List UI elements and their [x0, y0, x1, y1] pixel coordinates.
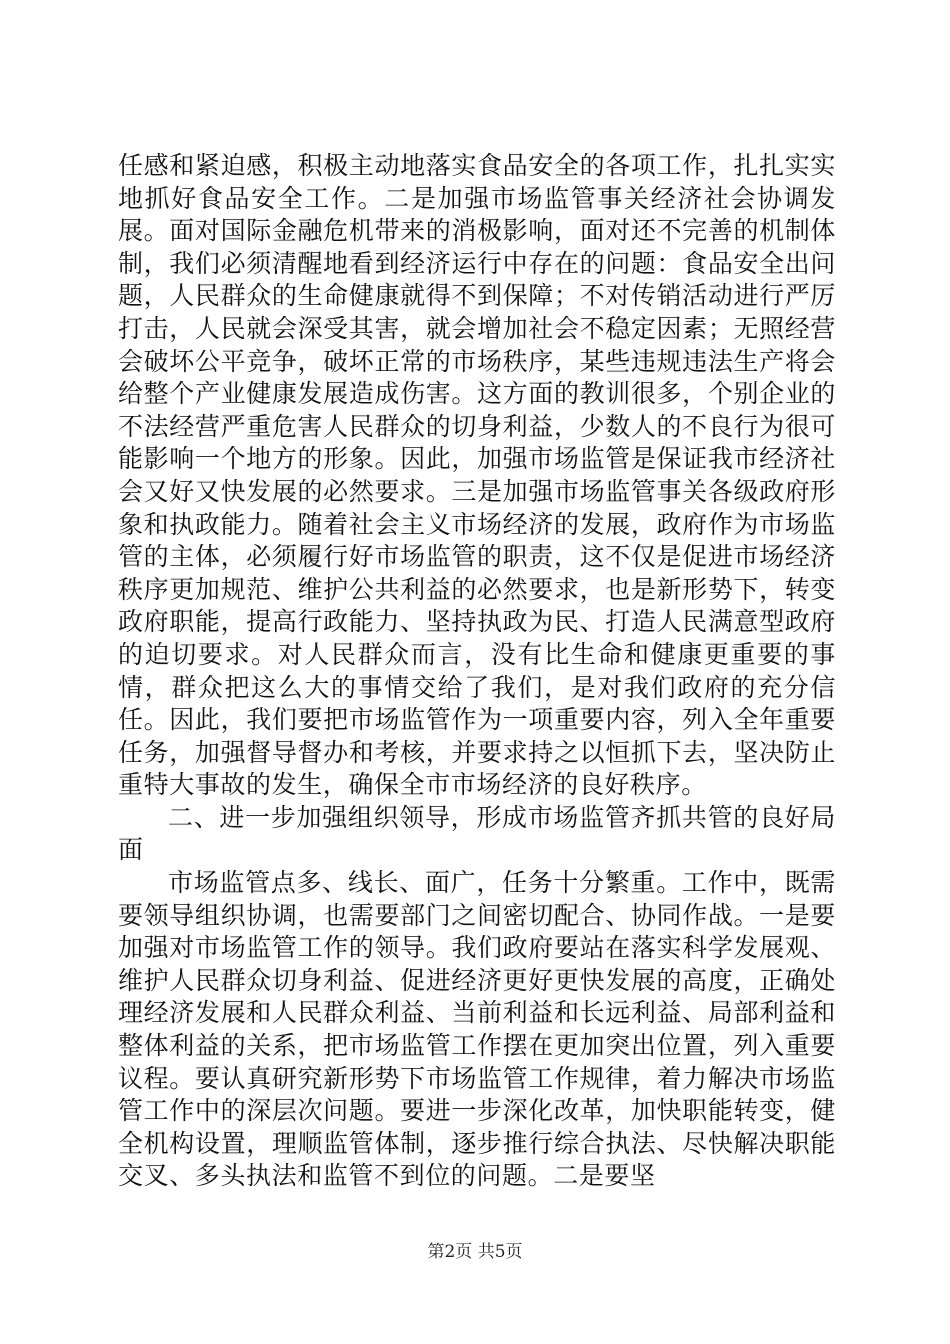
page-footer: [0, 1241, 950, 1263]
section-heading-2: 二、进一步加强组织领导，形成市场监管齐抓共管的良好局面: [118, 802, 836, 865]
paragraph-1: 任感和紧迫感，积极主动地落实食品安全的各项工作，扎扎实实地抓好食品安全工作。二是加强市场监管事关经济社会协调发展。面对国际金融危机带来的消极影响，面对还不完善的机制体制，我们必须清醒地看到经济运行中存在的问题：食品安全出问题，人民群众的生命健康就得不到保障；不对传销活动进行严厉打击，人民就会深受其害，就会增加社会不稳定因素；无照经营会破坏公平竞争，破坏正常的市场秩序，某些违规违法生产将会给整个产业健康发展造成伤害。这方面的教训很多，个别企业的不法经营严重危害人民群众的切身利益，少数人的不良行为很可能影响一个地方的形象。因此，加强市场监管是保证我市经济社会又好又快发展的必然要求。三是加强市场监管事关各级政府形象和执政能力。随着社会主义市场经济的发展，政府作为市场监管的主体，必须履行好市场监管的职责，这不仅是促进市场经济秩序更加规范、维护公共利益的必然要求，也是新形势下，转变政府职能，提高行政能力、坚持执政为民、打造人民满意型政府的迫切要求。对人民群众而言，没有比生命和健康更重要的事情，群众把这么大的事情交给了我们，是对我们政府的充分信任。因此，我们要把市场监管作为一项重要内容，列入全年重要任务，加强督导督办和考核，并要求持之以恒抓下去，坚决防止重特大事故的发生，确保全市市场经济的良好秩序。: [118, 151, 836, 800]
document-body: [118, 150, 836, 1193]
page-number-label: 第2页 共5页: [427, 1242, 523, 1262]
paragraph-3: 市场监管点多、线长、面广，任务十分繁重。工作中，既需要领导组织协调，也需要部门之间密切配合、协同作战。一是要加强对市场监管工作的领导。我们政府要站在落实科学发展观、维护人民群众切身利益、促进经济更好更快发展的高度，正确处理经济发展和人民群众利益、当前利益和长远利益、局部利益和整体利益的关系，把市场监管工作摆在更加突出位置，列入重要议程。要认真研究新形势下市场监管工作规律，着力解决市场监管工作中的深层次问题。要进一步深化改革，加快职能转变，健全机构设置，理顺监管体制，逐步推行综合执法、尽快解决职能交叉、多头执法和监管不到位的问题。二是要坚: [118, 868, 836, 1191]
